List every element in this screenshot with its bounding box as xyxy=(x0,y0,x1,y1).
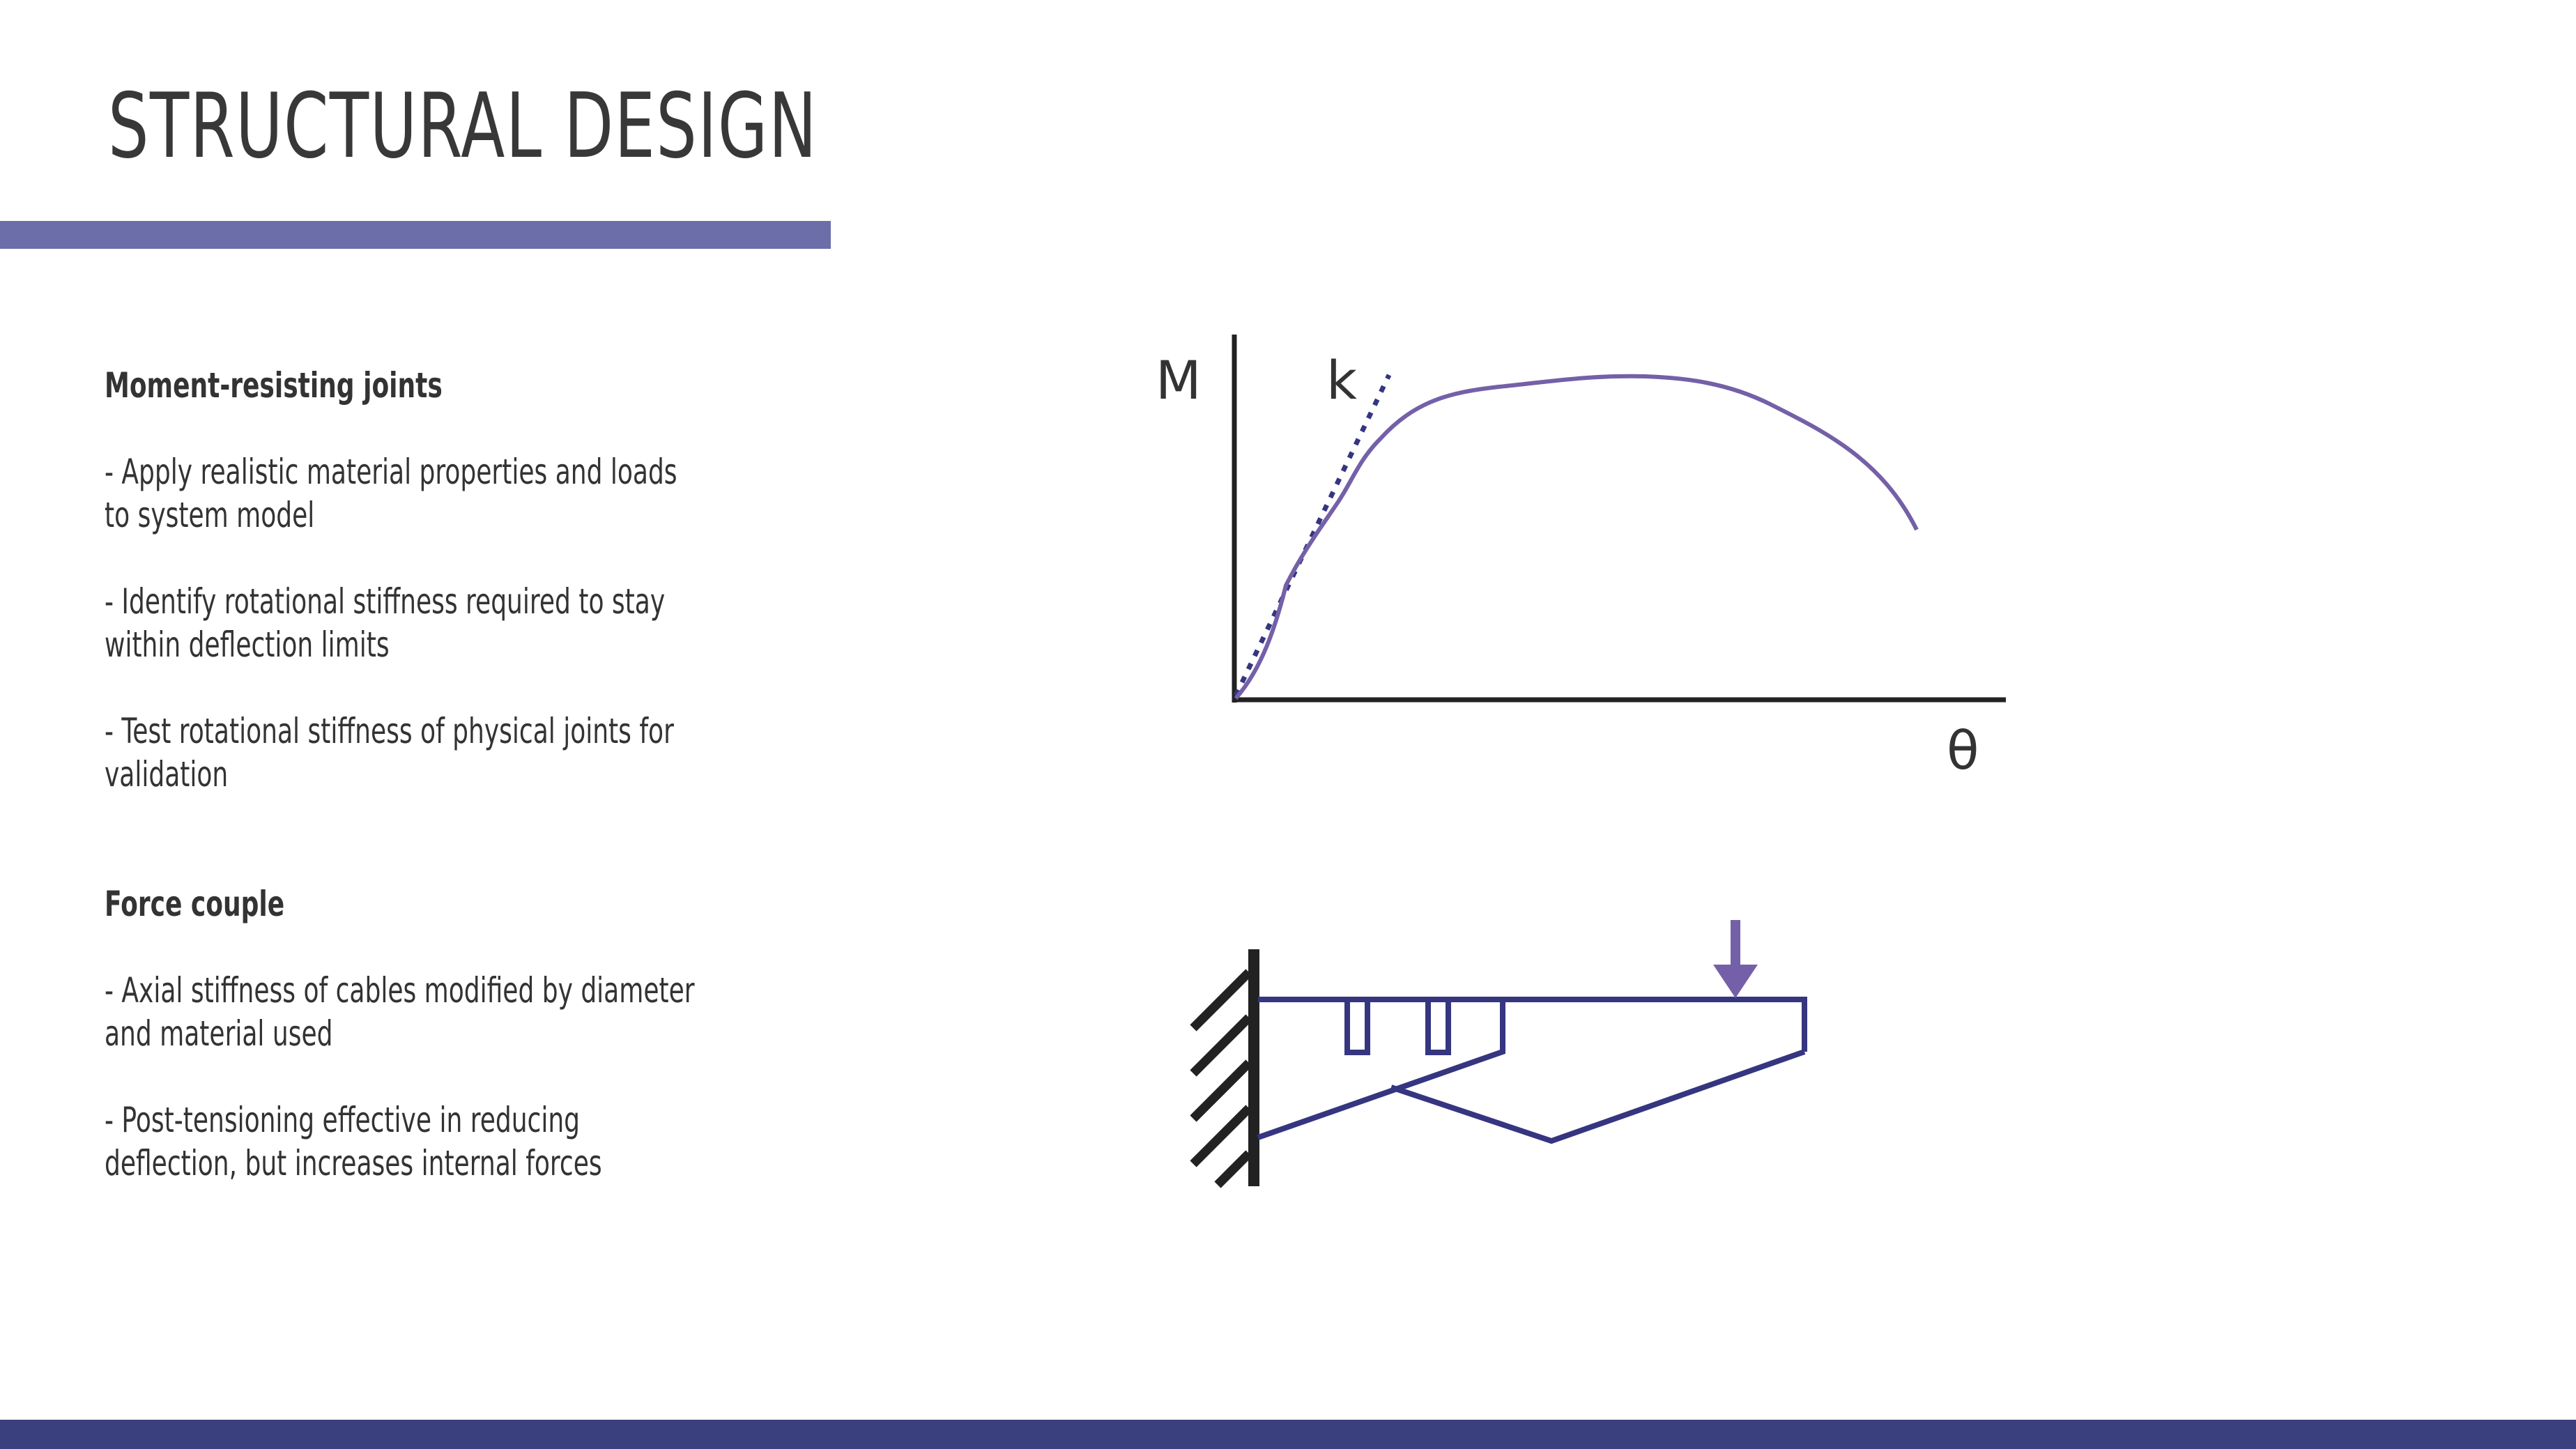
lower-strut xyxy=(1258,999,1503,1137)
moment-rotation-diagram xyxy=(1156,335,2006,781)
bullet-rotational-stiffness: - Identify rotational stiffness required to stay within deflection limits xyxy=(105,581,666,665)
moment-rotation-curve xyxy=(1236,376,1917,698)
bullet-material-properties: - Apply realistic material properties and loads to system model xyxy=(105,452,677,535)
x-axis-label: θ xyxy=(1947,719,1979,781)
tension-cable xyxy=(1391,1052,1804,1141)
cantilever-diagram xyxy=(1193,920,1804,1186)
stiffness-label: k xyxy=(1326,349,1358,411)
bullet-axial-stiffness: - Axial stiffness of cables modified by diameter and material used xyxy=(105,970,695,1054)
bullet-post-tensioning: - Post-tensioning effective in reducing deflection, but increases internal forces xyxy=(105,1100,602,1183)
section-heading-moment-joints: Moment-resisting joints xyxy=(105,365,443,406)
slide-title: STRUCTURAL DESIGN xyxy=(108,75,818,178)
bullet-test-joints: - Test rotational stiffness of physical joints for validation xyxy=(105,711,674,795)
footer-accent-bar xyxy=(0,1420,2576,1449)
stiffness-tangent-line xyxy=(1236,375,1389,696)
down-arrow-icon xyxy=(1713,920,1758,998)
y-axis-label: M xyxy=(1156,349,1202,411)
section-heading-force-couple: Force couple xyxy=(105,884,285,924)
fixed-wall-hatch-icon xyxy=(1193,949,1254,1186)
top-beam xyxy=(1258,999,1804,1052)
joint-notch-1 xyxy=(1347,999,1367,1052)
joint-notch-2 xyxy=(1428,999,1448,1052)
